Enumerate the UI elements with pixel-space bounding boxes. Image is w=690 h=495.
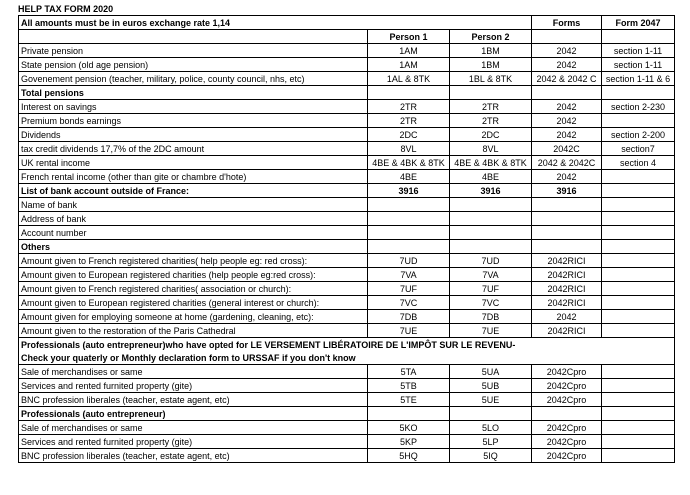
person-1-code: 5KP	[368, 435, 450, 449]
person-2-code: 7UD	[450, 254, 532, 268]
form-code: 2042	[532, 58, 602, 72]
person-2-code	[450, 226, 532, 240]
table-row	[19, 282, 675, 296]
table-row	[19, 86, 675, 100]
table-row	[19, 114, 675, 128]
row-label: Amount given to the restoration of the Paris Cathedral	[19, 324, 368, 338]
form-2047-section: section 1-11	[602, 58, 675, 72]
row-label: List of bank account outside of France:	[19, 184, 368, 198]
form-code: 2042	[532, 44, 602, 58]
form-2047-section: section 1-11	[602, 44, 675, 58]
table-row	[19, 58, 675, 72]
header-empty-cell	[368, 16, 450, 30]
person-1-code: 7DB	[368, 310, 450, 324]
table-row	[19, 310, 675, 324]
form-2047-header: Form 2047	[602, 16, 675, 30]
person-1-code: 4BE	[368, 170, 450, 184]
form-2047-section	[602, 114, 675, 128]
row-label: Address of bank	[19, 212, 368, 226]
person-1-code	[368, 198, 450, 212]
forms-header: Forms	[532, 16, 602, 30]
person-1-code	[368, 240, 450, 254]
person-2-code: 5LO	[450, 421, 532, 435]
form-code: 2042 & 2042C	[532, 156, 602, 170]
table-row	[19, 72, 675, 86]
person-1-code: 7UD	[368, 254, 450, 268]
table-row	[19, 212, 675, 226]
row-label: BNC profession liberales (teacher, estate agent, etc)	[19, 449, 368, 463]
table-row	[19, 449, 675, 463]
form-2047-section	[602, 226, 675, 240]
person-1-code	[368, 226, 450, 240]
amounts-note: All amounts must be in euros exchange rate 1,14	[19, 16, 368, 30]
form-2047-section	[602, 435, 675, 449]
table-row	[19, 184, 675, 198]
row-label: Amount given to French registered charities( association or church):	[19, 282, 368, 296]
table-row	[19, 338, 675, 352]
row-label: Services and rented furnited property (gite)	[19, 379, 368, 393]
row-label: Amount given to French registered charities( help people eg: red cross):	[19, 254, 368, 268]
table-row	[19, 44, 675, 58]
row-label: French rental income (other than gite or chambre d'hote)	[19, 170, 368, 184]
table-row	[19, 351, 675, 365]
form-2047-section	[602, 254, 675, 268]
form-2047-section	[602, 310, 675, 324]
form-code: 2042Cpro	[532, 379, 602, 393]
form-code	[532, 240, 602, 254]
table-row	[19, 365, 675, 379]
row-label: Govenement pension (teacher, military, police, county council, nhs, etc)	[19, 72, 368, 86]
person-1-code: 7UF	[368, 282, 450, 296]
form-2047-section	[602, 212, 675, 226]
section-heading: Check your quaterly or Monthly declaration form to URSSAF if you don't know	[19, 351, 675, 365]
section-heading: Professionals (auto entrepreneur)who have opted for LE VERSEMENT LIBÉRATOIRE DE L'IMPÔT SUR LE REVENU-	[19, 338, 675, 352]
person-2-code	[450, 407, 532, 421]
row-label: Amount given to European registered charities (help people eg:red cross):	[19, 268, 368, 282]
person-2-code: 5LP	[450, 435, 532, 449]
row-label: BNC profession liberales (teacher, estate agent, etc)	[19, 393, 368, 407]
table-row	[19, 100, 675, 114]
form-2047-section	[602, 240, 675, 254]
table-row	[19, 324, 675, 338]
form-code: 2042 & 2042 C	[532, 72, 602, 86]
person-header-row	[19, 30, 675, 44]
form-2047-section: section 2-200	[602, 128, 675, 142]
person-1-code: 2TR	[368, 114, 450, 128]
person-1-code: 4BE & 4BK & 8TK	[368, 156, 450, 170]
person-2-code: 1BL & 8TK	[450, 72, 532, 86]
form-2047-section: section 2-230	[602, 100, 675, 114]
form-code: 2042RICI	[532, 254, 602, 268]
form-2047-section	[602, 198, 675, 212]
person-2-code: 2TR	[450, 114, 532, 128]
table-row	[19, 379, 675, 393]
tax-table	[18, 15, 675, 463]
person-1-code: 7UE	[368, 324, 450, 338]
table-row	[19, 254, 675, 268]
person-1-code: 1AM	[368, 58, 450, 72]
form-2047-section	[602, 421, 675, 435]
person-2-code: 3916	[450, 184, 532, 198]
person-1-code: 5TA	[368, 365, 450, 379]
form-code	[532, 212, 602, 226]
person-1-code: 5HQ	[368, 449, 450, 463]
header-empty-cell	[450, 16, 532, 30]
person-1-code: 3916	[368, 184, 450, 198]
form-code	[532, 407, 602, 421]
table-row	[19, 240, 675, 254]
table-row	[19, 128, 675, 142]
person-2-code: 7UF	[450, 282, 532, 296]
person-2-code	[450, 198, 532, 212]
row-label: Others	[19, 240, 368, 254]
person-1-code: 2TR	[368, 100, 450, 114]
person-2-code: 2TR	[450, 100, 532, 114]
form-2047-section	[602, 449, 675, 463]
person-1-code: 2DC	[368, 128, 450, 142]
form-code	[532, 226, 602, 240]
person-1-code: 7VC	[368, 296, 450, 310]
person-1-code: 1AL & 8TK	[368, 72, 450, 86]
form-code: 2042	[532, 170, 602, 184]
row-label: Name of bank	[19, 198, 368, 212]
person-2-code: 5UB	[450, 379, 532, 393]
person-2-code: 5UE	[450, 393, 532, 407]
form-2047-section	[602, 365, 675, 379]
person-1-code: 7VA	[368, 268, 450, 282]
form-2047-section	[602, 296, 675, 310]
form-code: 2042	[532, 100, 602, 114]
person-2-code: 4BE	[450, 170, 532, 184]
form-2047-section	[602, 324, 675, 338]
person-1-code: 5KO	[368, 421, 450, 435]
table-row	[19, 435, 675, 449]
table-row	[19, 198, 675, 212]
row-label: Dividends	[19, 128, 368, 142]
person-2-code: 5IQ	[450, 449, 532, 463]
row-label: Amount given for employing someone at home (gardening, cleaning, etc):	[19, 310, 368, 324]
form-code: 2042	[532, 310, 602, 324]
person-1-header: Person 1	[368, 30, 450, 44]
person-1-code	[368, 86, 450, 100]
person-2-code: 5UA	[450, 365, 532, 379]
person-2-code: 4BE & 4BK & 8TK	[450, 156, 532, 170]
form-code: 2042RICI	[532, 268, 602, 282]
table-row	[19, 393, 675, 407]
person-1-code: 5TB	[368, 379, 450, 393]
form-2047-section: section7	[602, 142, 675, 156]
form-code: 2042RICI	[532, 282, 602, 296]
person-2-code	[450, 240, 532, 254]
person-2-code: 1BM	[450, 44, 532, 58]
person-2-code: 1BM	[450, 58, 532, 72]
header-row	[19, 16, 675, 30]
tax-table-body	[19, 16, 675, 463]
row-label: Sale of merchandises or same	[19, 421, 368, 435]
table-row	[19, 421, 675, 435]
person-1-code	[368, 212, 450, 226]
person-1-code: 5TE	[368, 393, 450, 407]
header-empty-cell	[602, 30, 675, 44]
row-label: UK rental income	[19, 156, 368, 170]
row-label: Professionals (auto entrepreneur)	[19, 407, 368, 421]
form-code: 2042	[532, 128, 602, 142]
person-2-header: Person 2	[450, 30, 532, 44]
form-2047-section	[602, 379, 675, 393]
person-2-code: 7VC	[450, 296, 532, 310]
table-row	[19, 156, 675, 170]
form-code: 2042Cpro	[532, 435, 602, 449]
form-2047-section	[602, 282, 675, 296]
row-label: Premium bonds earnings	[19, 114, 368, 128]
form-code: 2042Cpro	[532, 421, 602, 435]
row-label: Services and rented furnited property (gite)	[19, 435, 368, 449]
row-label: Private pension	[19, 44, 368, 58]
row-label: Amount given to European registered charities (general interest or church):	[19, 296, 368, 310]
person-2-code	[450, 212, 532, 226]
table-row	[19, 226, 675, 240]
form-2047-section: section 4	[602, 156, 675, 170]
form-code: 2042RICI	[532, 324, 602, 338]
table-row	[19, 142, 675, 156]
table-row	[19, 170, 675, 184]
row-label: Sale of merchandises or same	[19, 365, 368, 379]
row-label: Account number	[19, 226, 368, 240]
header-empty-cell	[532, 30, 602, 44]
form-code: 2042Cpro	[532, 393, 602, 407]
person-2-code: 2DC	[450, 128, 532, 142]
person-2-code: 7VA	[450, 268, 532, 282]
form-code: 2042	[532, 114, 602, 128]
person-2-code	[450, 86, 532, 100]
person-1-code: 8VL	[368, 142, 450, 156]
form-2047-section	[602, 393, 675, 407]
form-2047-section	[602, 170, 675, 184]
form-code	[532, 198, 602, 212]
row-label: State pension (old age pension)	[19, 58, 368, 72]
table-row	[19, 268, 675, 282]
form-2047-section: section 1-11 & 6	[602, 72, 675, 86]
table-row	[19, 296, 675, 310]
form-2047-section	[602, 184, 675, 198]
table-row	[19, 407, 675, 421]
person-2-code: 7DB	[450, 310, 532, 324]
form-title: HELP TAX FORM 2020	[18, 4, 114, 14]
form-code: 2042C	[532, 142, 602, 156]
form-2047-section	[602, 268, 675, 282]
row-label: Total pensions	[19, 86, 368, 100]
person-2-code: 8VL	[450, 142, 532, 156]
form-code	[532, 86, 602, 100]
form-code: 3916	[532, 184, 602, 198]
row-label: Interest on savings	[19, 100, 368, 114]
form-2047-section	[602, 86, 675, 100]
form-code: 2042RICI	[532, 296, 602, 310]
form-code: 2042Cpro	[532, 449, 602, 463]
person-1-code: 1AM	[368, 44, 450, 58]
header-empty-cell	[19, 30, 368, 44]
person-2-code: 7UE	[450, 324, 532, 338]
row-label: tax credit dividends 17,7% of the 2DC amount	[19, 142, 368, 156]
form-2047-section	[602, 407, 675, 421]
person-1-code	[368, 407, 450, 421]
form-code: 2042Cpro	[532, 365, 602, 379]
